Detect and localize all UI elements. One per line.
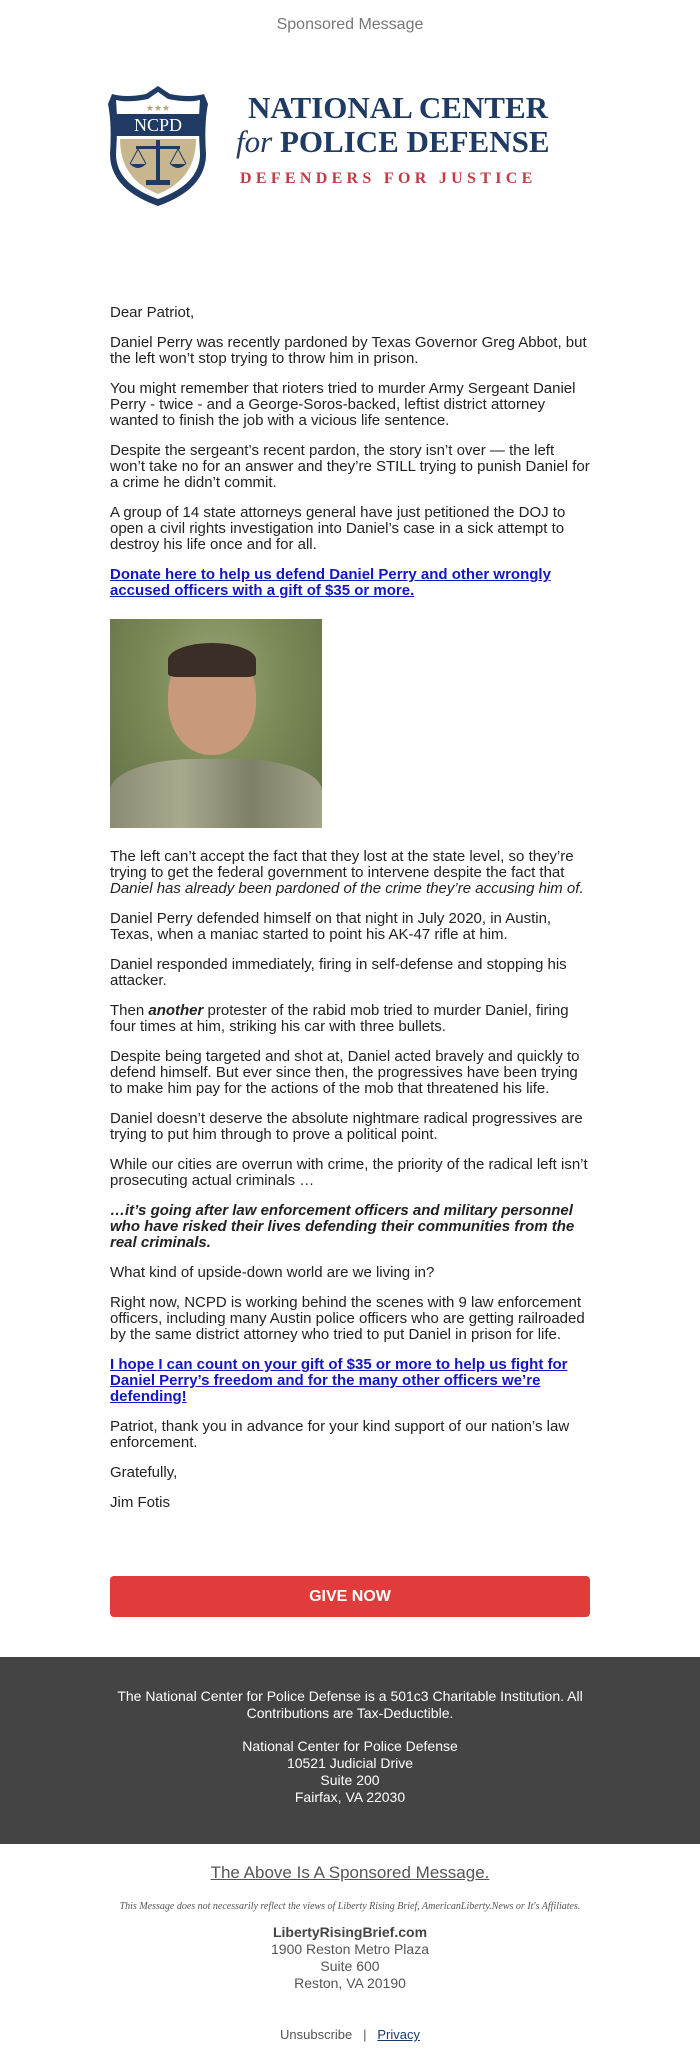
paragraph <box>110 1003 592 1035</box>
paragraph: Despite being targeted and shot at, Daniel acted bravely and quickly to defend himself. But ever since then, the progressives have been trying to make him pay for the actions of the mob that threatened his life. <box>110 1048 580 1097</box>
letter-body <box>110 305 592 1525</box>
paragraph-italic: Daniel has already been pardoned of the crime they’re accusing him of. <box>110 880 584 897</box>
emphasis: another <box>148 1002 204 1019</box>
privacy-link[interactable]: Privacy <box>377 2027 420 2042</box>
give-now-button[interactable]: GIVE NOW <box>110 1576 590 1617</box>
paragraph: Daniel responded immediately, firing in self-defense and stopping his attacker. <box>110 956 567 989</box>
svg-text:★★★: ★★★ <box>145 103 171 113</box>
closing: Gratefully, <box>110 1464 178 1481</box>
paragraph-text: The left can’t accept the fact that they lost at the state level, so they’re trying to get the federal government to intervene despite the fact that <box>110 848 574 881</box>
publisher-street: 1900 Reston Metro Plaza <box>271 1941 429 1957</box>
paragraph: While our cities are overrun with crime, the priority of the radical left isn’t prosecuting actual criminals … <box>110 1156 588 1189</box>
paragraph-text: Then <box>110 1002 149 1019</box>
paragraph: Despite the sergeant’s recent pardon, the story isn’t over — the left won’t take no for an answer and they’re STILL trying to punish Daniel for a crime he didn’t commit. <box>110 442 590 491</box>
paragraph: You might remember that rioters tried to murder Army Sergeant Daniel Perry - twice - and a George-Soros-backed, leftist district attorney wanted to finish the job with a vicious life sentence. <box>110 380 576 429</box>
svg-text:NCPD: NCPD <box>133 115 183 135</box>
paragraph <box>110 849 592 897</box>
daniel-perry-photo <box>110 619 322 828</box>
disclaimer: This Message does not necessarily reflect the views of Liberty Rising Brief, AmericanLiberty.News or It's Affiliates. <box>119 1901 581 1912</box>
paragraph: Right now, NCPD is working behind the scenes with 9 law enforcement officers, including many Austin police officers who are getting railroaded by the same district attorney who tried to put Daniel in prison for life. <box>110 1294 585 1343</box>
paragraph: Patriot, thank you in advance for your kind support of our nation’s law enforcement. <box>110 1418 570 1451</box>
org-name: National Center for Police Defense <box>242 1738 458 1754</box>
logo-tagline: DEFENDERS FOR JUSTICE <box>240 170 537 187</box>
tax-deductible-notice: The National Center for Police Defense is a 501c3 Charitable Institution. All Contributions are Tax-Deductible. <box>117 1688 583 1721</box>
signature: Jim Fotis <box>110 1494 170 1511</box>
publisher-city: Reston, VA 20190 <box>294 1975 406 1991</box>
paragraph-text: protester of the rabid mob tried to murder Daniel, firing four times at him, striking his car with three bullets. <box>110 1002 569 1035</box>
paragraph-emphasis: …it’s going after law enforcement officers and military personnel who have risked their lives defending their communities from the real criminals. <box>110 1202 575 1251</box>
org-street: 10521 Judicial Drive <box>286 1755 414 1771</box>
greeting: Dear Patriot, <box>110 304 195 321</box>
unsubscribe-link[interactable]: Unsubscribe <box>280 2027 353 2042</box>
footer-links <box>0 2027 700 2042</box>
paragraph: Daniel Perry defended himself on that night in July 2020, in Austin, Texas, when a maniac started to point his AK-47 rifle at him. <box>110 910 552 943</box>
sponsored-message-label: Sponsored Message <box>276 16 424 33</box>
donate-link[interactable]: Donate here to help us defend Daniel Perry and other wrongly accused officers with a gift of $35 or more. <box>110 566 551 599</box>
publisher-name: LibertyRisingBrief.com <box>272 1924 428 1940</box>
publisher-suite: Suite 600 <box>320 1958 380 1974</box>
org-address <box>0 1738 700 1806</box>
logo-line2: POLICE DEFENSE <box>279 124 550 159</box>
org-footer <box>0 1657 700 1844</box>
paragraph: A group of 14 state attorneys general have just petitioned the DOJ to open a civil rights investigation into Daniel’s case in a sick attempt to destroy his life once and for all. <box>110 504 566 553</box>
paragraph: What kind of upside-down world are we living in? <box>110 1264 435 1281</box>
paragraph: Daniel doesn’t deserve the absolute nightmare radical progressives are trying to put him through to prove a political point. <box>110 1110 583 1143</box>
sponsored-message-link[interactable]: The Above Is A Sponsored Message. <box>210 1863 490 1882</box>
org-city: Fairfax, VA 22030 <box>294 1789 406 1805</box>
paragraph: Daniel Perry was recently pardoned by Texas Governor Greg Abbot, but the left won’t stop trying to throw him in prison. <box>110 334 587 367</box>
logo-for: for <box>236 124 273 159</box>
publisher-address <box>0 1924 700 1992</box>
logo-line1: NATIONAL CENTER <box>248 90 549 125</box>
gift-link[interactable]: I hope I can count on your gift of $35 or more to help us fight for Daniel Perry’s freedom and for the many other officers we’re defending! <box>110 1356 568 1405</box>
link-separator: | <box>363 2027 367 2042</box>
ncpd-logo <box>108 84 578 209</box>
org-suite: Suite 200 <box>320 1772 380 1788</box>
